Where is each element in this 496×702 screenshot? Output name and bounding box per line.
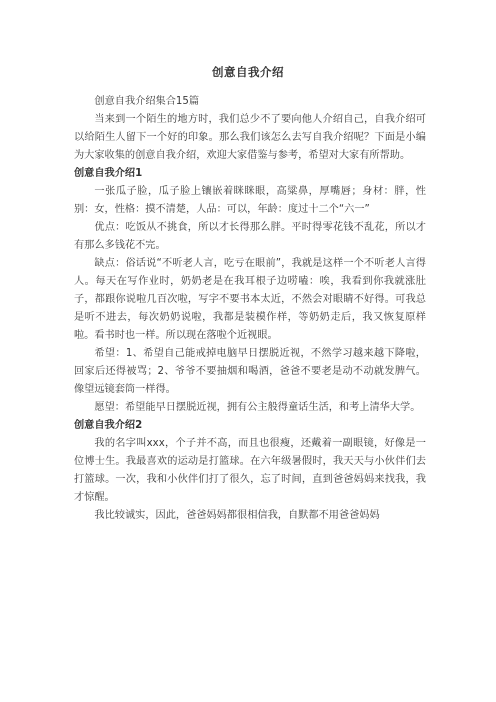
- section-2-paragraph-honesty: 我比较诚实，因此，爸爸妈妈都很相信我，自默都不用爸爸妈妈: [94, 510, 380, 521]
- section-1-paragraph-strengths: 优点：吃饭从不挑食，所以才长得那么胖。平时得零花钱不乱花，所以才有那么多钱花不完。: [74, 222, 426, 251]
- section-1-paragraph-wishes: 愿望：希望能早日摆脱近视，拥有公主般得童话生活，和考上清华大学。: [94, 402, 421, 413]
- document-body: [74, 93, 426, 525]
- section-1-paragraph-weaknesses: 缺点：俗话说“不听老人言，吃亏在眼前”，我就是这样一个不听老人言得人。每天在写作业时，奶奶老是在我耳根子边唠嗑：唉，我看到你我就涨肚子，都跟你说啦几百次啦，写字不要书本太近，不然会对眼睛不好得。可我总是听不进去，每次奶奶说啦，我都是装模作样，等奶奶走后，我又恢复原样啦。看书时也一样。所以现在落啦个近视眼。: [74, 258, 426, 341]
- section-1-paragraph-appearance: 一张瓜子脸，瓜子脸上镶嵌着眯眯眼，高粱鼻，厚嘴唇；身材：胖，性别：女，性格：摸不清楚，人品：可以，年龄：度过十二个“六一”: [74, 186, 426, 215]
- section-1-heading: 创意自我介绍1: [74, 168, 143, 179]
- section-2-heading: 创意自我介绍2: [74, 420, 143, 431]
- document-title: 创意自我介绍: [212, 65, 284, 79]
- intro-paragraph: 当来到一个陌生的地方时，我们总少不了要向他人介绍自己，自我介绍可以给陌生人留下一个好的印象。那么我们该怎么去写自我介绍呢？下面是小编为大家收集的创意自我介绍，欢迎大家借鉴与参考，希望对大家有所帮助。: [74, 114, 426, 161]
- section-1-paragraph-hopes: 希望：1、希望自己能戒掉电脑早日摆脱近视，不然学习越来越下降啦，回家后还得被骂；2、爷爷不要抽烟和喝酒，爸爸不要老是动不动就发脾气。像望远镜套筒一样得。: [74, 348, 426, 395]
- document-subtitle: 创意自我介绍集合15篇: [94, 96, 200, 107]
- section-2-paragraph-intro: 我的名字叫xxx，个子并不高，而且也很瘦，还戴着一副眼镜，好像是一位博士生。我最喜欢的运动是打篮球。在六年级暑假时，我天天与小伙伴们去打篮球。一次，我和小伙伴们打了很久，忘了时间，直到爸爸妈妈来找我，我才惊醒。: [74, 438, 426, 503]
